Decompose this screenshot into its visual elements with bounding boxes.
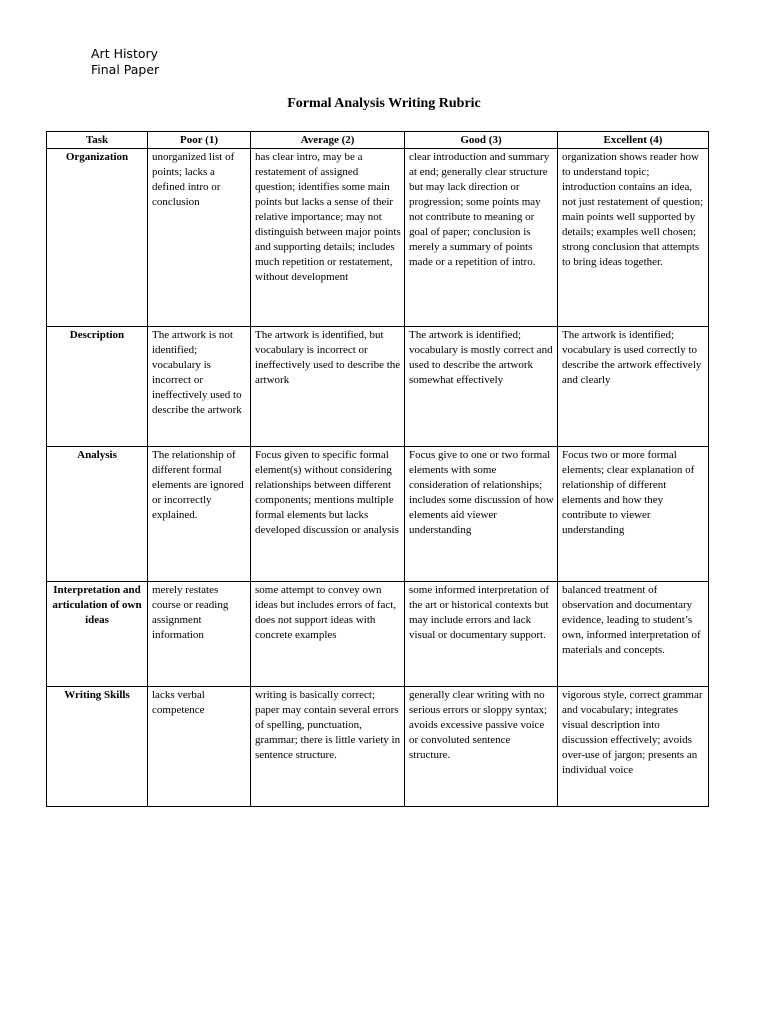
assignment-name: Final Paper [91,62,160,77]
table-cell: writing is basically correct; paper may contain several errors of spelling, punctuation, grammar; there is little variety in sentence structure. [251,687,405,807]
table-cell: some attempt to convey own ideas but includes errors of fact, does not support ideas with concrete examples [251,582,405,687]
page-title: Formal Analysis Writing Rubric [287,96,481,111]
table-row [47,149,709,327]
table-cell: lacks verbal competence [148,687,251,807]
column-header-average: Average (2) [251,132,405,149]
table-row [47,582,709,687]
row-task-analysis: Analysis [47,447,148,582]
table-cell: The artwork is identified, but vocabulary is incorrect or ineffectively used to describe the artwork [251,327,405,447]
column-header-poor: Poor (1) [148,132,251,149]
table-cell: generally clear writing with no serious errors or sloppy syntax; avoids excessive passive voice or convoluted sentence structure. [405,687,558,807]
column-header-good: Good (3) [405,132,558,149]
document-header [91,46,159,78]
table-cell: balanced treatment of observation and documentary evidence, leading to student’s own, informed interpretation of materials and concepts. [558,582,709,687]
row-task-writing-skills: Writing Skills [47,687,148,807]
table-cell: The artwork is identified; vocabulary is mostly correct and used to describe the artwork somewhat effectively [405,327,558,447]
table-cell: vigorous style, correct grammar and vocabulary; integrates visual description into discussion effectively; avoids over-use of jargon; presents an individual voice [558,687,709,807]
table-row [47,687,709,807]
table-cell: merely restates course or reading assignment information [148,582,251,687]
course-name: Art History [91,46,159,61]
table-cell: The relationship of different formal elements are ignored or incorrectly explained. [148,447,251,582]
table-cell: organization shows reader how to understand topic; introduction contains an idea, not just restatement of question; main points well supported by details; examples well chosen; strong conclusion that attempts to bring ideas together. [558,149,709,327]
table-cell: clear introduction and summary at end; generally clear structure but may lack direction or progression; some points may not contribute to meaning or goal of paper; conclusion is merely a summary of points made or a repetition of intro. [405,149,558,327]
table-header-row [47,132,709,149]
table-cell: The artwork is identified; vocabulary is used correctly to describe the artwork effectively and clearly [558,327,709,447]
table-row [47,327,709,447]
table-row [47,447,709,582]
row-task-description: Description [47,327,148,447]
column-header-excellent: Excellent (4) [558,132,709,149]
table-cell: unorganized list of points; lacks a defined intro or conclusion [148,149,251,327]
row-task-organization: Organization [47,149,148,327]
table-cell: has clear intro, may be a restatement of assigned question; identifies some main points but lacks a sense of their relative importance; may not distinguish between major points and supporting details; includes much repetition or restatement, without development [251,149,405,327]
row-task-interpretation: Interpretation and articulation of own ideas [47,582,148,687]
table-cell: some informed interpretation of the art or historical contexts but may include errors and lack visual or documentary support. [405,582,558,687]
column-header-task: Task [47,132,148,149]
table-cell: The artwork is not identified; vocabulary is incorrect or ineffectively used to describe the artwork [148,327,251,447]
table-cell: Focus two or more formal elements; clear explanation of relationship of different elements and how they contribute to viewer understanding [558,447,709,582]
rubric-table [46,131,709,807]
table-cell: Focus given to specific formal element(s) without considering relationships between different components; mentions multiple formal elements but lacks developed discussion or analysis [251,447,405,582]
table-cell: Focus give to one or two formal elements with some consideration of relationships; includes some discussion of how elements aid viewer understanding [405,447,558,582]
